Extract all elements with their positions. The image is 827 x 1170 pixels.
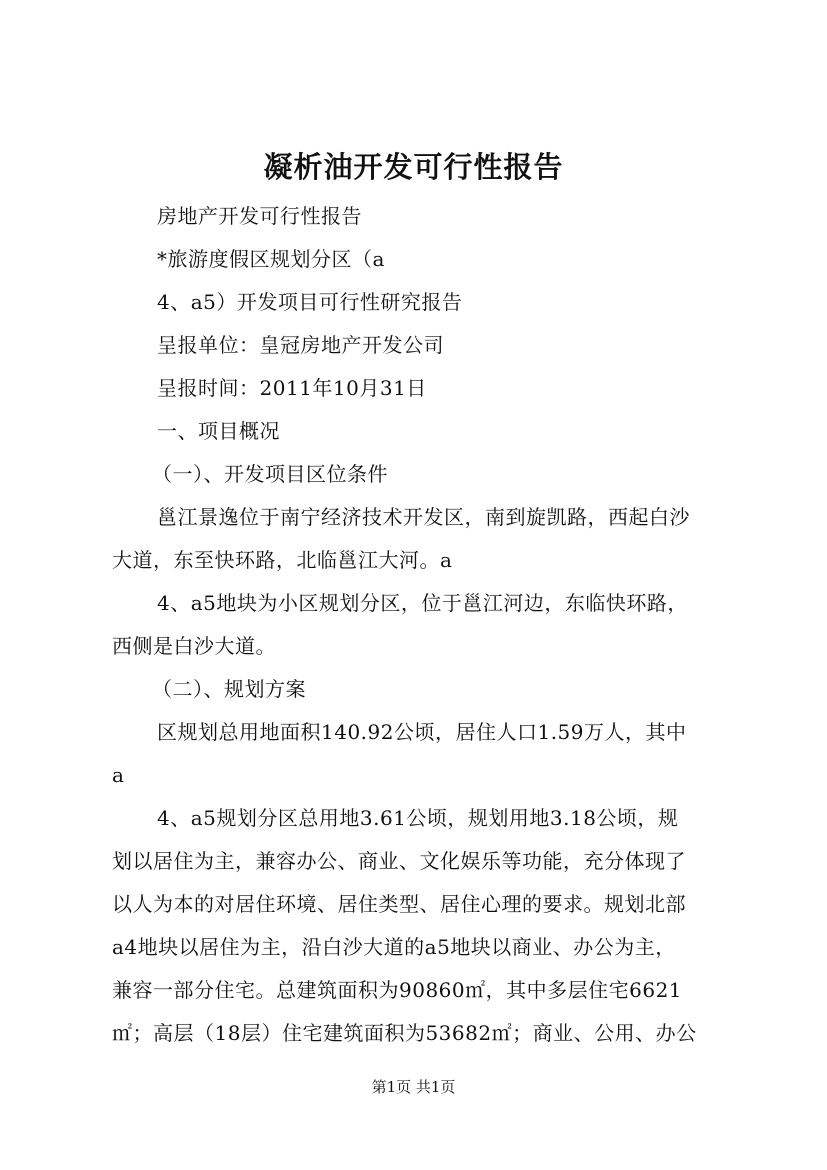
document-title: 凝析油开发可行性报告 <box>263 150 564 184</box>
page-number-footer: 第1页 共1页 <box>371 1078 456 1096</box>
paragraph-line: 西侧是白沙大道。 <box>112 634 276 658</box>
paragraph-line: 4、a5规划分区总用地3.61公顷，规划用地3.18公顷，规 <box>157 806 679 830</box>
subsection-heading: （二）、规划方案 <box>152 677 306 701</box>
paragraph-line: 大道，东至快环路，北临邕江大河。a <box>112 548 453 572</box>
paragraph-line: 房地产开发可行性报告 <box>157 204 362 228</box>
paragraph-line: 呈报单位：皇冠房地产开发公司 <box>157 333 444 357</box>
paragraph-line: 兼容一部分住宅。总建筑面积为90860㎡，其中多层住宅6621 <box>112 978 683 1002</box>
paragraph-line: a <box>112 763 125 787</box>
paragraph-line: 4、a5）开发项目可行性研究报告 <box>157 290 463 314</box>
paragraph-line: *旅游度假区规划分区（a <box>157 247 385 271</box>
paragraph-line: a4地块以居住为主，沿白沙大道的a5地块以商业、办公为主， <box>112 935 676 959</box>
paragraph-line: 4、a5地块为小区规划分区，位于邕江河边，东临快环路， <box>157 591 688 615</box>
paragraph-line: ㎡；高层（18层）住宅建筑面积为53682㎡；商业、公用、办公 <box>112 1021 697 1045</box>
paragraph-line: 呈报时间：2011年10月31日 <box>157 376 427 400</box>
subsection-heading: （一）、开发项目区位条件 <box>152 462 388 486</box>
paragraph-line: 区规划总用地面积140.92公顷，居住人口1.59万人，其中 <box>157 720 687 744</box>
paragraph-line: 邕江景逸位于南宁经济技术开发区，南到旋凯路，西起白沙 <box>157 505 690 529</box>
paragraph-line: 划以居住为主，兼容办公、商业、文化娱乐等功能，充分体现了 <box>112 849 686 873</box>
document-body <box>112 195 744 1055</box>
section-heading: 一、项目概况 <box>157 419 280 443</box>
paragraph-line: 以人为本的对居住环境、居住类型、居住心理的要求。规划北部 <box>112 892 686 916</box>
